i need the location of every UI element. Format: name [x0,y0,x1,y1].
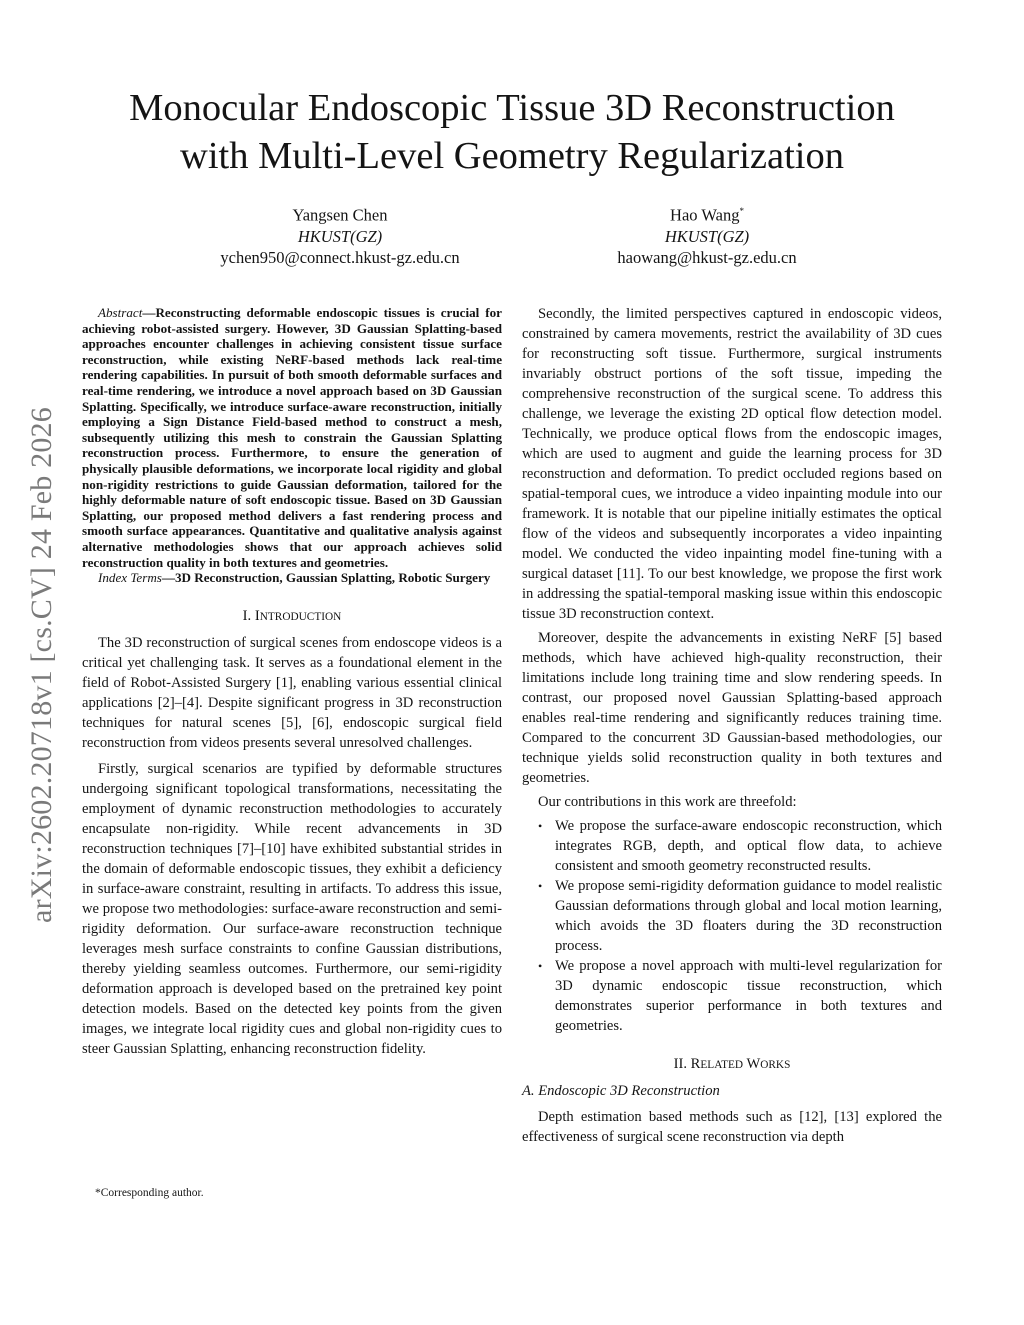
section-heading-introduction: I. INTRODUCTION [242,607,342,624]
bullet-icon: • [538,959,543,973]
intro-paragraph-1: The 3D reconstruction of surgical scenes from endoscope videos is a critical yet challenging task. It serves as a foundational element in the field of Robot-Assisted Surgery [1], enabling various essential clinical applications [2]–[4]. Despite significant progress in 3D reconstruction techniques for natural scenes [5], [6], endoscopic surgical field reconstruction from videos presents several unresolved challenges. [82,634,502,751]
contribution-list [522,816,942,1036]
author-email: ychen950@connect.hkust-gz.edu.cn [220,247,460,267]
author-email: haowang@hkust-gz.edu.cn [617,247,797,267]
index-terms-label: Index Terms [98,570,162,586]
author-block-2 [537,201,877,268]
author-name: Hao Wang* [670,205,744,225]
bullet-icon: • [538,879,543,893]
author-block-1 [170,201,510,268]
abstract [82,305,502,570]
section-heading-related-works: II. RELATED WORKS [673,1056,791,1072]
intro-paragraph-2: Firstly, surgical scenarios are typified by deformable structures undergoing significant topological transformations, necessitating the employment of dynamic reconstruction methodologies to accurately encapsulate non-rigidity. While recent advancements in 3D reconstruction techniques [7]–[10] have exhibited substantial strides in the domain of deformable endoscopic tissues, they exhibit a deficiency in surface-aware constraint, resulting in artifacts. To address this issue, we propose two methodologies: surface-aware reconstruction and semi-rigidity deformation. Our surface-aware reconstruction technique leverages mesh surface constraints to confine Gaussian distributions, thereby yielding seamless outcomes. Furthermore, our semi-rigidity deformation approach is developed based on the pretrained key point detection models. Based on the detected key points from the given images, we integrate local rigidity cues and global non-rigidity cues to steer Gaussian Splatting, enhancing reconstruction fidelity. [82,760,502,1057]
list-item: • We propose semi-rigidity deformation guidance to model realistic Gaussian deformations through global and local motion learning, which avoids the 3D floaters during the 3D reconstruction process. [538,878,942,954]
left-column [82,305,502,1059]
footnote: *Corresponding author. [95,1187,204,1199]
arxiv-sidebar [18,370,66,960]
author-affiliation: HKUST(GZ) [664,226,750,246]
paper-title [0,84,1024,180]
abstract-text: —Reconstructing deformable endoscopic tissues is crucial for achieving robot-assisted surgery. However, 3D Gaussian Splatting-based approaches encounter challenges in achieving consistent tissue surface reconstruction, while existing NeRF-based methods lack real-time rendering capabilities. In pursuit of both smooth deformable surfaces and real-time rendering, we introduce a novel approach based on 3D Gaussian Splatting. Specifically, we introduce surface-aware reconstruction, initially employing a Sign Distance Field-based method to construct a mesh, subsequently utilizing this mesh to constrain the Gaussian Splatting reconstruction process. Furthermore, to ensure the generation of physically plausible deformations, we incorporate local rigidity and global non-rigidity restrictions to guide Gaussian deformation, tailored for the highly deformable nature of soft endoscopic tissue. Based on 3D Gaussian Splatting, our proposed method delivers a fast rendering process and smooth surface appearances. Quantitative and qualitative analysis against alternative methodologies shows that our approach achieves solid reconstruction quality in both textures and geometries. [82,305,502,570]
abstract-label: Abstract [98,305,143,320]
right-column [522,304,942,1147]
title-line-1: Monocular Endoscopic Tissue 3D Reconstruction [129,87,895,129]
corresponding-mark: * [739,206,744,216]
title-line-2: with Multi-Level Geometry Regularization [180,135,844,177]
right-paragraph-2: Moreover, despite the advancements in existing NeRF [5] based methods, which have achieved high-quality reconstruction, their limitations include long training time and slow rendering speeds. In contrast, our proposed novel Gaussian Splatting-based approach enables real-time rendering and significantly reduces training time. Compared to the concurrent 3D Gaussian-based methodologies, our technique yields solid reconstruction quality in both textures and geometries. [522,630,942,786]
list-item: • We propose a novel approach with multi-level regularization for 3D dynamic endoscopic tissue reconstruction, which demonstrates superior performance in both textures and geometries. [538,958,942,1034]
arxiv-identifier: arXiv:2602.20718v1 [cs.CV] 24 Feb 2026 [25,407,59,923]
subsection-heading: A. Endoscopic 3D Reconstruction [522,1083,720,1099]
author-affiliation: HKUST(GZ) [297,226,383,246]
author-name: Yangsen Chen [292,205,388,225]
right-paragraph-1: Secondly, the limited perspectives captured in endoscopic videos, constrained by camera movements, restrict the availability of 3D cues for reconstructing soft tissue. Furthermore, surgical instruments invariably obstruct portions of the soft tissue, impeding the comprehensive reconstruction of the surgical scene. To address this challenge, we leverage the existing 2D optical flow detection model. Technically, we produce optical flows from the endoscopic images, which are used to augment and guide the learning process for 3D reconstruction and deformation. To predict occluded regions based on spatial-temporal cues, we introduce a video inpainting module into our framework. It is notable that our pipeline initially estimates the optical flow of the videos and subsequently incorporates a video inpainting model. We conducted the video inpainting model fine-tuning with a surgical dataset [11]. To our best knowledge, we propose the first work in addressing the spatial-temporal masking issue within this endoscopic tissue 3D reconstruction context. [522,306,942,622]
list-item: • We propose the surface-aware endoscopic reconstruction, which integrates RGB, depth, and optical flow data, to achieve consistent and smooth geometry reconstructed results. [538,818,942,874]
index-terms-text: —3D Reconstruction, Gaussian Splatting, Robotic Surgery [161,570,491,586]
right-paragraph-3: Our contributions in this work are threefold: [538,794,797,810]
right-paragraph-4: Depth estimation based methods such as [12], [13] explored the effectiveness of surgical scene reconstruction via depth [522,1109,942,1145]
bullet-icon: • [538,819,543,833]
index-terms [82,570,502,586]
